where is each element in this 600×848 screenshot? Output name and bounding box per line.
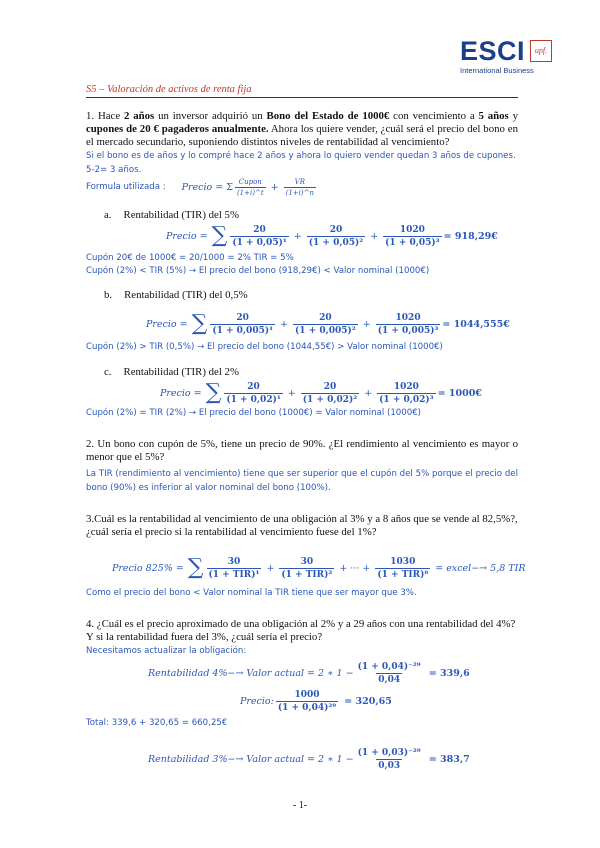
ellipsis-sign: + ··· + (339, 562, 371, 574)
frac-term-2 (279, 557, 334, 580)
plus-sign: + (266, 562, 275, 574)
q2-text: 2. Un bono con cupón de 5%, tiene un precio de 90%. ¿El rendimiento al vencimiento es mayor o menor que el 5%? (86, 438, 518, 463)
plus-sign: + (293, 230, 302, 242)
formula-vr-frac (284, 178, 316, 197)
frac-num: 1020 (395, 312, 421, 323)
sum-sign: ∑ (205, 380, 222, 405)
q1-part: con vencimiento a (389, 110, 479, 122)
q1-note2: 5-2= 3 años. (86, 165, 142, 175)
formula-price: Precio 825% (112, 562, 173, 574)
q3-formula (112, 552, 526, 584)
q1-b-note: Cupón (2%) > TIR (0,5%) → El precio del bono (1044,55€) > Valor nominal (1000€) (86, 342, 443, 352)
formula-general (86, 174, 318, 200)
plus-sign: + (280, 318, 289, 330)
formula-price: Precio (181, 181, 213, 193)
frac-num: Cupon (238, 177, 262, 186)
frac-num: 20 (329, 224, 343, 235)
frac-num: 20 (236, 312, 249, 323)
frac-term-2 (293, 313, 358, 336)
frac-den: (1 + 0,05)³ (385, 237, 440, 248)
q1-text (86, 110, 518, 149)
q1-a-note1: Cupón 20€ de 1000€ = 20/1000 = 2% TIR = 5% (86, 253, 294, 263)
q4-total: Total: 339,6 + 320,65 = 660,25€ (86, 718, 228, 728)
q1-part: Hace (97, 110, 124, 122)
frac-den: (1+i)^n (285, 188, 315, 197)
frac-term-1 (207, 557, 262, 580)
formula-result: = 320,65 (344, 695, 392, 707)
formula-result: = 1044,555€ (442, 318, 510, 330)
frac-term-2 (307, 225, 365, 248)
frac-den: (1 + 0,02)² (302, 394, 358, 405)
frac-den: (1 + 0,04)²⁹ (277, 702, 337, 713)
title-rule (86, 97, 518, 98)
frac-den: (1 + TIR)² (281, 569, 333, 580)
plus-sign: + (370, 230, 379, 242)
q1-number: 1. (86, 110, 95, 122)
formula-price: Precio (166, 230, 197, 242)
frac-num: (1 + 0,04)⁻²⁹ (357, 661, 421, 672)
equals-sign: = (175, 562, 184, 574)
frac-num: 1030 (390, 556, 416, 567)
q4-formula-1 (148, 656, 470, 690)
q1-part: y (508, 110, 519, 122)
frac-num: 30 (300, 556, 314, 567)
formula-price: Precio (146, 318, 177, 330)
frac-den: (1 + 0,02)¹ (226, 394, 281, 405)
q1-b-label: b. (104, 289, 113, 301)
frac-num: 1020 (393, 381, 419, 392)
q1-c-text: Rentabilidad (TIR) del 2% (123, 366, 239, 378)
formula-result: = 1000€ (437, 387, 482, 399)
q1-b-heading (104, 289, 248, 302)
frac-term-1 (210, 313, 275, 336)
frac-den: (1+i)^t (236, 188, 264, 197)
q2-answer: La TIR (rendimiento al vencimiento) tiene que ser superior que el cupón del 5% porque el precio del bono (90%) es inferior al valor nominal del bono (100%). (86, 469, 518, 493)
plus-sign: + (287, 387, 296, 399)
frac-term-3 (383, 225, 441, 248)
frac-num: 30 (227, 556, 241, 567)
logo-badge: upf. (530, 40, 552, 62)
q1-part: Ahora los quiere vender, ¿cuál será el precio del bono en el mercado secundario, suponiendo distintos niveles de rentabilidad al vencimiento? (86, 123, 518, 148)
frac-den: (1 + 0,005)³ (377, 325, 439, 336)
frac-num: 20 (323, 381, 337, 392)
q1-bold-maturity: 5 años (478, 110, 509, 122)
page-number: - 1- (292, 800, 308, 811)
sum-sign: ∑ (211, 223, 228, 248)
frac-den: 0,04 (378, 674, 401, 685)
q1-b-formula (146, 308, 510, 340)
q1-a-label: a. (104, 209, 112, 221)
q3-note: Como el precio del bono < Valor nominal la TIR tiene que ser mayor que 3%. (86, 588, 417, 598)
frac-num: 20 (319, 312, 332, 323)
sum-sign: ∑ (187, 555, 204, 580)
frac-term-1 (224, 382, 282, 405)
frac-term-1 (230, 225, 288, 248)
frac-term (276, 690, 338, 713)
q1-c-note: Cupón (2%) = TIR (2%) → El precio del bono (1000€) = Valor nominal (1000€) (86, 408, 422, 418)
frac-den: 0,03 (378, 760, 401, 771)
q1-a-text: Rentabilidad (TIR) del 5% (123, 209, 239, 221)
q1-c-label: c. (104, 366, 112, 378)
frac-den: (1 + TIR)⁸ (377, 569, 429, 580)
q1-part: un inversor adquirió un (154, 110, 267, 122)
frac-num: 1000 (294, 689, 320, 700)
frac-den: (1 + 0,02)³ (379, 394, 434, 405)
q1-a-note2: Cupón (2%) < TIR (5%) → El precio del bono (918,29€) < Valor nominal (1000€) (86, 266, 430, 276)
frac-den: (1 + 0,005)² (295, 325, 356, 336)
q4-formula-2 (240, 686, 392, 716)
q3-text: 3.Cuál es la rentabilidad al vencimiento de una obligación al 3% y a 8 años que se vende al 82,5%?, ¿cuál sería el precio si la rentabilidad al vencimiento fuese del 1%? (86, 513, 518, 538)
plus-sign: + (362, 318, 371, 330)
frac-den: (1 + 0,05)¹ (232, 237, 287, 248)
formula-label: Formula utilizada : (86, 182, 166, 192)
formula-result: = 383,7 (428, 753, 470, 765)
section-title: S5 – Valoración de activos de renta fija (86, 84, 252, 95)
equals-sign: = (193, 387, 202, 399)
frac-num: 1020 (399, 224, 425, 235)
q1-bold-years: 2 años (124, 110, 155, 122)
q1-bold-bond: Bono del Estado de 1000€ (266, 110, 390, 122)
formula-result: = 918,29€ (443, 230, 498, 242)
frac-num: 20 (253, 224, 266, 235)
frac-den: (1 + 0,005)¹ (212, 325, 274, 336)
formula-left: Precio: (240, 695, 274, 707)
frac-term (356, 748, 423, 771)
frac-term-3 (375, 557, 430, 580)
logo (460, 36, 570, 76)
logo-sub: International Business (460, 66, 534, 75)
frac-term-2 (301, 382, 359, 405)
sum-sign: ∑ (191, 311, 208, 336)
frac-term (356, 662, 423, 685)
equals-sign: = (179, 318, 188, 330)
q1-a-formula (166, 220, 498, 252)
plus-sign: + (270, 181, 279, 193)
plus-sign: + (364, 387, 373, 399)
frac-term-3 (376, 313, 441, 336)
q4-formula-3 (148, 742, 470, 776)
frac-den: (1 + 0,05)² (308, 237, 364, 248)
frac-den: (1 + TIR)¹ (208, 569, 260, 580)
formula-price: Precio (160, 387, 191, 399)
q4-note: Necesitamos actualizar la obligación: (86, 646, 247, 656)
equals-sign: = (199, 230, 208, 242)
frac-num: 20 (247, 381, 260, 392)
formula-result: = excel−→ 5,8 TIR (435, 562, 526, 574)
formula-sum: = Σ (215, 181, 233, 193)
formula-left: Rentabilidad 3%−→ Valor actual = 2 ∗ 1 − (148, 753, 354, 765)
q1-c-formula (160, 377, 482, 409)
formula-left: Rentabilidad 4%−→ Valor actual = 2 ∗ 1 − (148, 667, 354, 679)
logo-main: ESCI (460, 36, 526, 66)
q1-note1: Si el bono es de años y lo compré hace 2 años y ahora lo quiero vender quedan 3 años de cupones. (86, 151, 516, 161)
frac-term-3 (377, 382, 435, 405)
q4-text: 4. ¿Cuál es el precio aproximado de una obligación al 2% y a 29 años con una rentabilidad del 4%? Y si la rentabilidad fuera del 3%, ¿cuál sería el precio? (86, 618, 516, 643)
formula-result: = 339,6 (428, 667, 470, 679)
q1-bold-coupons: cupones de 20 € pagaderos anualmente. (86, 123, 269, 135)
q1-b-text: Rentabilidad (TIR) del 0,5% (124, 289, 248, 301)
frac-num: VR (294, 177, 305, 186)
frac-num: (1 + 0,03)⁻²⁹ (357, 747, 421, 758)
formula-coupon-frac (235, 178, 266, 197)
